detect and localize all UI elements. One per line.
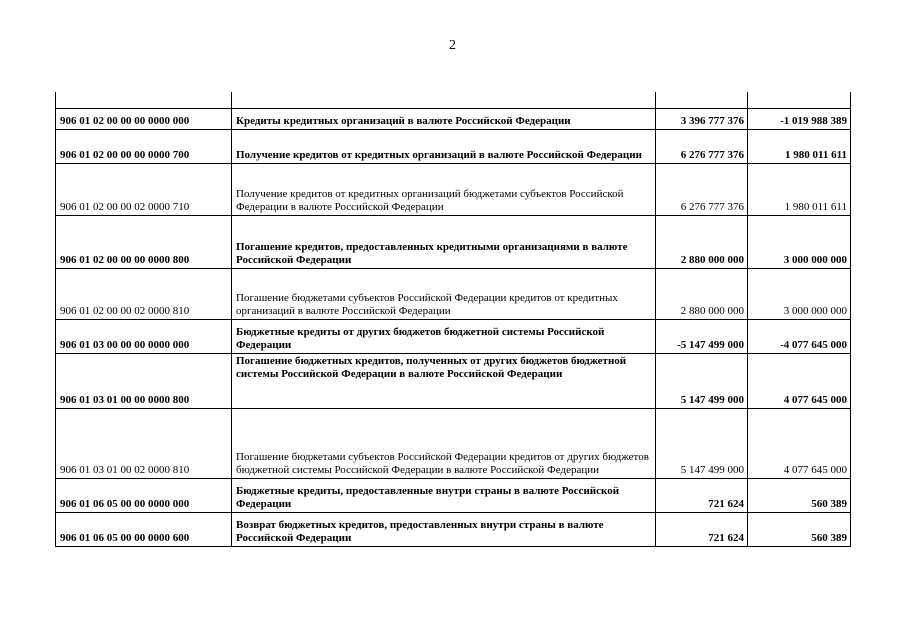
row-name: Получение кредитов от кредитных организаций бюджетами субъектов Российской Федерации в валюте Российской Федерации (232, 163, 656, 215)
table-row (56, 408, 851, 478)
row-name: Бюджетные кредиты, предоставленные внутри страны в валюте Российской Федерации (232, 478, 656, 512)
row-value-2: -4 077 645 000 (748, 319, 851, 353)
table-cell (232, 92, 656, 108)
row-value-1: 5 147 499 000 (656, 353, 748, 408)
row-value-1: 5 147 499 000 (656, 408, 748, 478)
row-code: 906 01 06 05 00 00 0000 600 (56, 512, 232, 546)
row-value-1: 721 624 (656, 512, 748, 546)
table-row (56, 268, 851, 319)
row-code: 906 01 06 05 00 00 0000 000 (56, 478, 232, 512)
table-row (56, 478, 851, 512)
table-row (56, 108, 851, 129)
row-value-2: 4 077 645 000 (748, 353, 851, 408)
page-number: 2 (449, 38, 456, 53)
row-code: 906 01 02 00 00 00 0000 700 (56, 129, 232, 163)
row-value-2: 4 077 645 000 (748, 408, 851, 478)
table-row (56, 353, 851, 408)
table-top-row (56, 92, 851, 108)
row-name: Погашение бюджетами субъектов Российской Федерации кредитов от других бюджетов бюджетной системы Российской Федерации в валюте Российской Федерации (232, 408, 656, 478)
row-name: Погашение бюджетных кредитов, полученных от других бюджетов бюджетной системы Российской Федерации в валюте Российской Федерации (232, 353, 656, 408)
table-row (56, 129, 851, 163)
row-name: Бюджетные кредиты от других бюджетов бюджетной системы Российской Федерации (232, 319, 656, 353)
row-value-1: -5 147 499 000 (656, 319, 748, 353)
row-value-2: 560 389 (748, 512, 851, 546)
table-cell (56, 92, 232, 108)
row-value-1: 3 396 777 376 (656, 108, 748, 129)
row-value-1: 6 276 777 376 (656, 163, 748, 215)
table-row (56, 319, 851, 353)
row-code: 906 01 02 00 00 02 0000 710 (56, 163, 232, 215)
row-code: 906 01 02 00 00 02 0000 810 (56, 268, 232, 319)
row-value-1: 2 880 000 000 (656, 215, 748, 268)
row-value-2: 3 000 000 000 (748, 215, 851, 268)
table-cell (656, 92, 748, 108)
table-cell (748, 92, 851, 108)
row-code: 906 01 02 00 00 00 0000 800 (56, 215, 232, 268)
row-name: Возврат бюджетных кредитов, предоставленных внутри страны в валюте Российской Федерации (232, 512, 656, 546)
row-value-1: 721 624 (656, 478, 748, 512)
row-value-2: 3 000 000 000 (748, 268, 851, 319)
row-name: Погашение кредитов, предоставленных кредитными организациями в валюте Российской Федерации (232, 215, 656, 268)
row-value-2: 560 389 (748, 478, 851, 512)
row-code: 906 01 02 00 00 00 0000 000 (56, 108, 232, 129)
row-name: Погашение бюджетами субъектов Российской Федерации кредитов от кредитных организаций в валюте Российской Федерации (232, 268, 656, 319)
table-row (56, 163, 851, 215)
row-value-1: 2 880 000 000 (656, 268, 748, 319)
row-value-1: 6 276 777 376 (656, 129, 748, 163)
row-name: Получение кредитов от кредитных организаций в валюте Российской Федерации (232, 129, 656, 163)
row-code: 906 01 03 00 00 00 0000 000 (56, 319, 232, 353)
row-value-2: 1 980 011 611 (748, 129, 851, 163)
row-code: 906 01 03 01 00 00 0000 800 (56, 353, 232, 408)
row-name: Кредиты кредитных организаций в валюте Российской Федерации (232, 108, 656, 129)
budget-sources-table (55, 92, 851, 547)
table-row (56, 512, 851, 546)
row-code: 906 01 03 01 00 02 0000 810 (56, 408, 232, 478)
table-row (56, 215, 851, 268)
row-value-2: 1 980 011 611 (748, 163, 851, 215)
row-value-2: -1 019 988 389 (748, 108, 851, 129)
